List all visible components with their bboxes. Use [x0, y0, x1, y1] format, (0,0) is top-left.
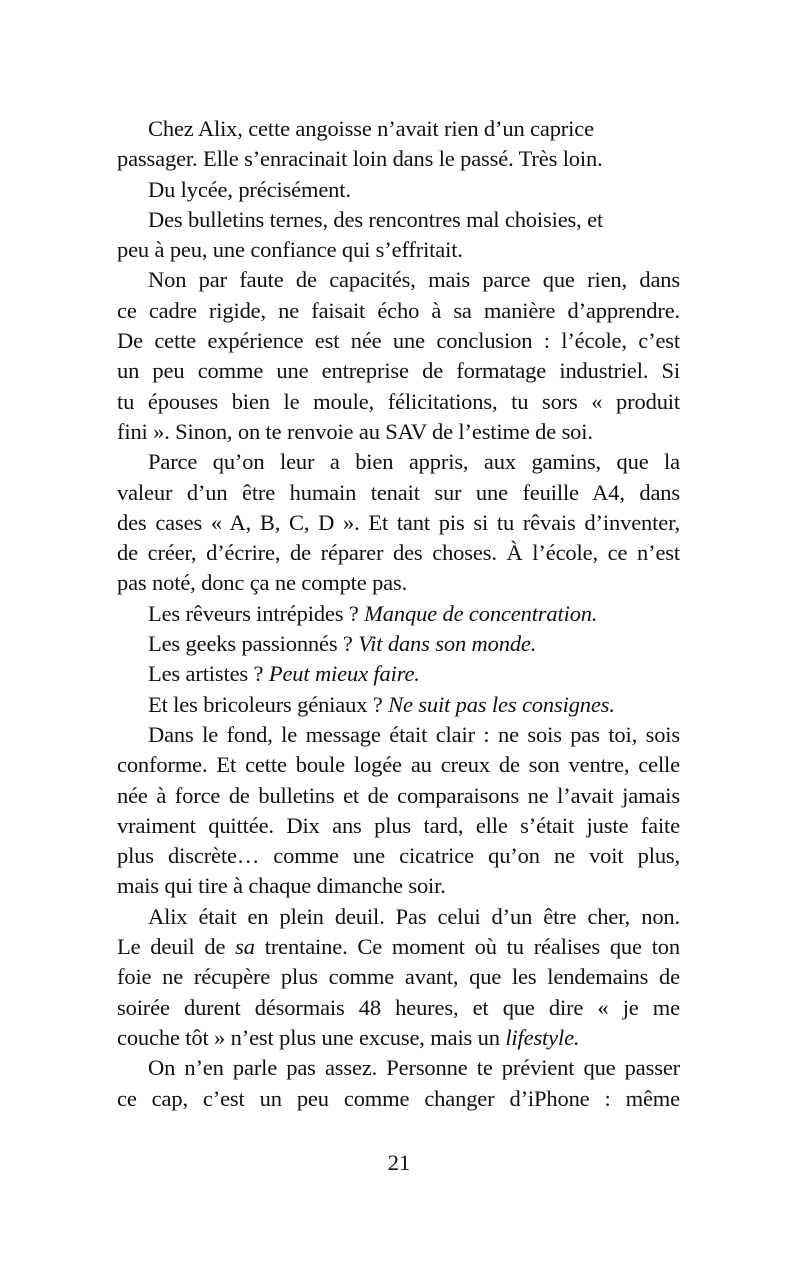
text-line: [117, 1023, 680, 1053]
text-line: [117, 235, 680, 265]
text-run: plus discrète… comme une cicatrice qu’on ne voit plus,: [117, 843, 680, 869]
text-line: [117, 993, 680, 1023]
text-run: foie ne récupère plus comme avant, que les lendemains de: [117, 964, 680, 990]
text-run: valeur d’un être humain tenait sur une feuille A4, dans: [117, 479, 680, 505]
text-run: des cases « A, B, C, D ». Et tant pis si tu rêvais d’inventer,: [117, 509, 680, 535]
text-run: Alix était en plein deuil. Pas celui d’un être cher, non.: [148, 903, 680, 929]
text-line: [117, 538, 680, 568]
text-run: Les rêveurs intrépides ?: [148, 600, 365, 626]
italic-text: lifestyle.: [505, 1024, 580, 1050]
text-run: Les artistes ?: [148, 661, 269, 687]
text-run: couche tôt » n’est plus une excuse, mais un: [117, 1024, 506, 1050]
text-run: née à force de bulletins et de comparaisons ne l’avait jamais: [117, 782, 680, 808]
text-run: vraiment quittée. Dix ans plus tard, elle s’était juste faite: [117, 812, 680, 838]
italic-text: sa: [235, 934, 255, 960]
text-run: Dans le fond, le message était clair : ne sois pas toi, sois: [148, 721, 680, 747]
text-run: Chez Alix, cette angoisse n’avait rien d’un caprice: [148, 116, 594, 141]
text-line: [117, 720, 680, 750]
text-line: [117, 568, 680, 598]
text-run: ce cadre rigide, ne faisait écho à sa manière d’apprendre.: [117, 297, 680, 323]
text-line: [117, 599, 680, 629]
text-run: Du lycée, précisément.: [148, 176, 351, 202]
text-line: [117, 1084, 680, 1114]
text-run: tu épouses bien le moule, félicitations, tu sors « produit: [117, 388, 680, 414]
text-run: conforme. Et cette boule logée au creux de son ventre, celle: [117, 752, 680, 778]
italic-text: Manque de concentration.: [364, 600, 598, 626]
text-run: Des bulletins ternes, des rencontres mal choisies, et: [148, 206, 604, 232]
text-run: mais qui tire à chaque dimanche soir.: [117, 873, 446, 899]
text-line: [117, 144, 680, 174]
text-line: [117, 841, 680, 871]
text-line: [117, 1053, 680, 1083]
text-line: [117, 902, 680, 932]
text-line: [117, 417, 680, 447]
text-line: [117, 205, 680, 235]
text-run: On n’en parle pas assez. Personne te prévient que passer: [148, 1055, 680, 1081]
text-run: ce cap, c’est un peu comme changer d’iPhone : même: [117, 1085, 680, 1111]
text-line: [117, 932, 680, 962]
text-line: [117, 811, 680, 841]
text-run: Et les bricoleurs géniaux ?: [148, 691, 389, 717]
text-line: [117, 690, 680, 720]
text-run: Non par faute de capacités, mais parce que rien, dans: [148, 267, 680, 293]
text-line: [117, 447, 680, 477]
text-run: de créer, d’écrire, de réparer des choses. À l’école, ce n’est: [117, 540, 680, 566]
text-run: trentaine. Ce moment où tu réalises que ton: [254, 934, 681, 960]
page-number: 21: [387, 1150, 411, 1175]
text-run: pas noté, donc ça ne compte pas.: [117, 570, 408, 596]
text-run: soirée durent désormais 48 heures, et que dire « je me: [117, 994, 680, 1020]
text-line: [117, 114, 680, 144]
text-run: passager. Elle s’enracinait loin dans le passé. Très loin.: [117, 146, 603, 172]
book-page-text: [117, 114, 680, 1114]
text-line: [117, 356, 680, 386]
text-line: [117, 781, 680, 811]
text-line: [117, 175, 680, 205]
text-line: [117, 326, 680, 356]
text-line: [117, 265, 680, 295]
italic-text: Vit dans son monde.: [358, 631, 537, 657]
text-run: De cette expérience est née une conclusion : l’école, c’est: [117, 328, 680, 354]
italic-text: Ne suit pas les consignes.: [388, 691, 615, 717]
text-line: [117, 750, 680, 780]
italic-text: Peut mieux faire.: [268, 661, 420, 687]
text-line: [117, 962, 680, 992]
text-line: [117, 629, 680, 659]
text-run: Les geeks passionnés ?: [148, 631, 359, 657]
text-line: [117, 871, 680, 901]
text-run: peu à peu, une confiance qui s’effritait.: [117, 237, 463, 263]
text-run: un peu comme une entreprise de formatage industriel. Si: [117, 358, 680, 384]
text-run: Le deuil de: [117, 934, 236, 960]
text-line: [117, 508, 680, 538]
text-run: fini ». Sinon, on te renvoie au SAV de l’estime de soi.: [117, 418, 593, 444]
text-run: Parce qu’on leur a bien appris, aux gamins, que la: [148, 449, 680, 475]
text-line: [117, 296, 680, 326]
text-line: [117, 387, 680, 417]
text-line: [117, 659, 680, 689]
text-line: [117, 478, 680, 508]
